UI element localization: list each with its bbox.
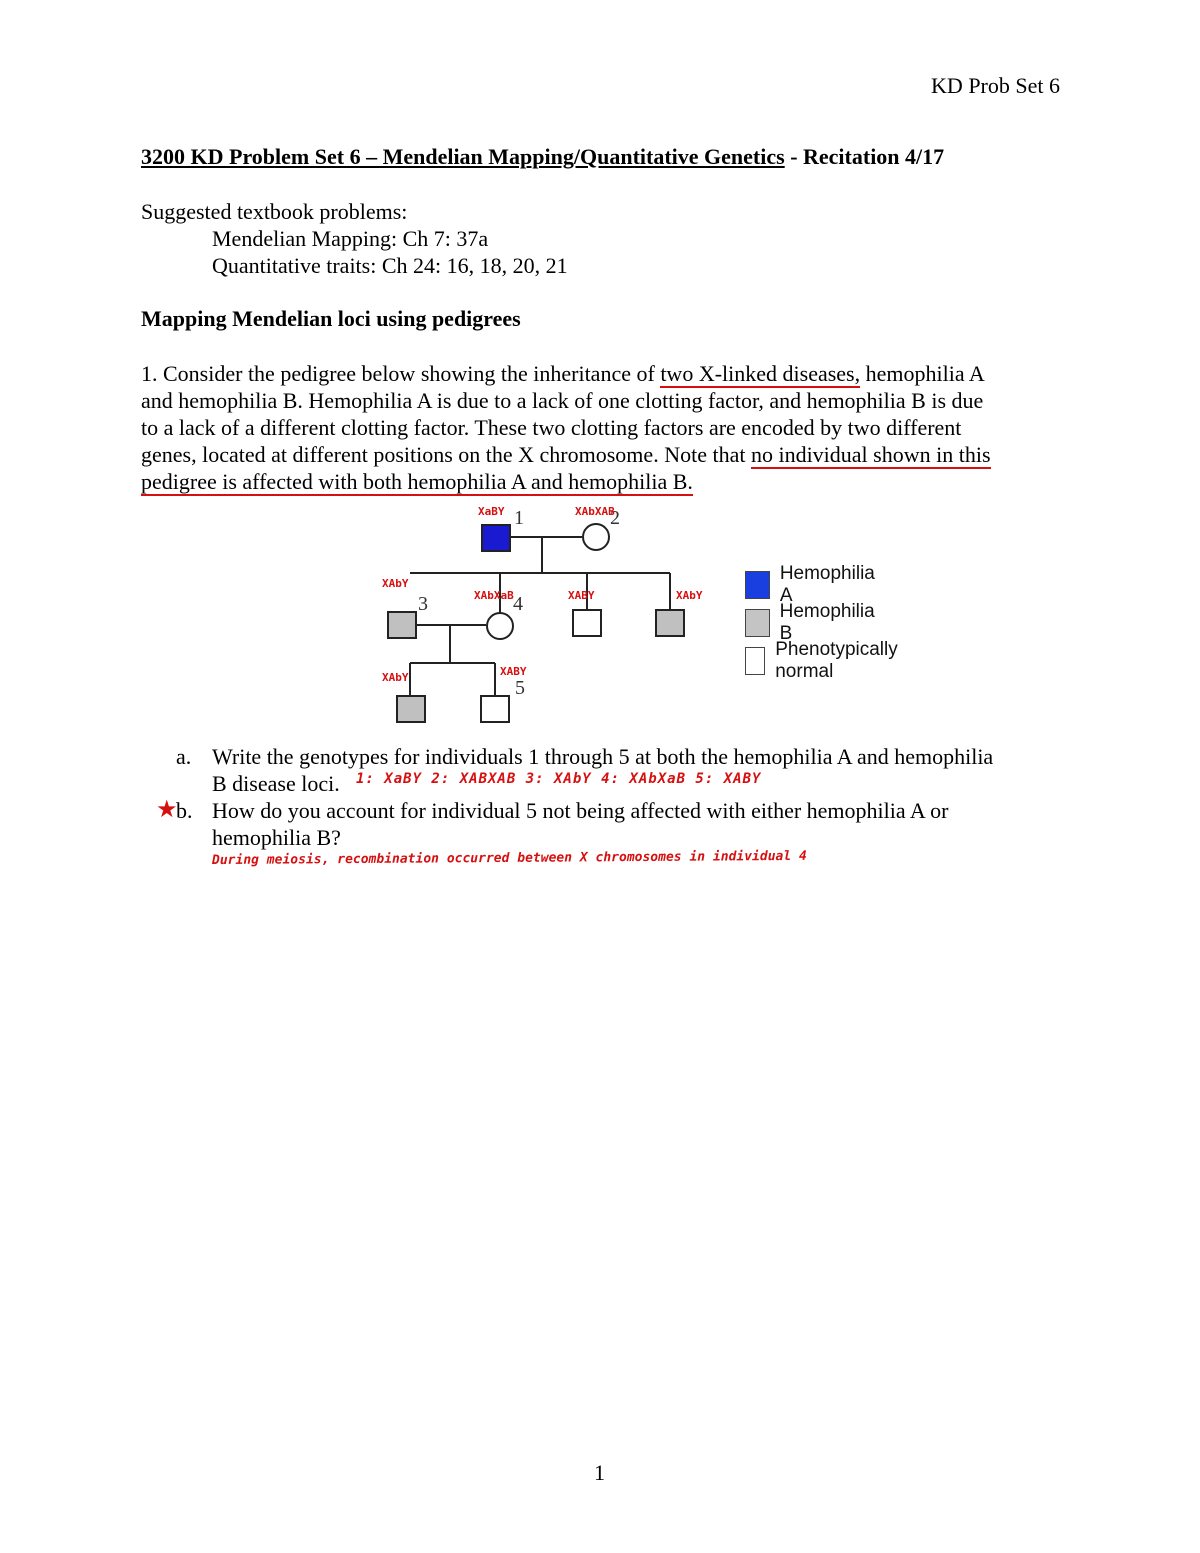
- anno-sib-b: XAbY: [676, 589, 703, 602]
- label-1: 1: [514, 507, 524, 529]
- part-a-question-line2: B disease loci.: [212, 771, 340, 796]
- individual-4-circle: [487, 613, 513, 639]
- pedigree-chart: [370, 495, 730, 735]
- sibling-normal-square: [573, 610, 601, 636]
- q1-line-2: and hemophilia B. Hemophilia A is due to a lack of one clotting factor, and hemophilia B is due: [141, 388, 984, 413]
- label-2: 2: [610, 507, 620, 529]
- part-a-question-line1: Write the genotypes for individuals 1 through 5 at both the hemophilia A and hemophilia: [212, 744, 994, 769]
- anno-1: XaBY: [478, 505, 505, 518]
- child-hemb-square: [397, 696, 425, 722]
- part-b-handwritten-answer: During meiosis, recombination occurred between X chromosomes in individual 4: [211, 848, 807, 868]
- anno-child-b: XABY: [500, 665, 527, 678]
- q1-underlined-x-linked: two X-linked diseases,: [660, 361, 861, 386]
- question-1-paragraph: [141, 360, 1061, 495]
- part-a-handwritten-answer: 1: XaBY 2: XABXAB 3: XAbY 4: XAbXaB 5: XABY: [356, 771, 762, 787]
- individual-1-square: [482, 525, 510, 551]
- legend-label-a: Hemophilia A: [779, 563, 875, 606]
- part-b-question-line1: How do you account for individual 5 not being affected with either hemophilia A or: [212, 798, 949, 823]
- legend-label-normal: Phenotypically normal: [775, 639, 898, 682]
- title-main: 3200 KD Problem Set 6 – Mendelian Mapping/Quantitative Genetics: [141, 144, 785, 169]
- part-b-question-line2: hemophilia B?: [212, 825, 341, 850]
- q1-line-1: [141, 360, 1061, 387]
- page-number: 1: [594, 1460, 605, 1485]
- q1-line-4a: genes, located at different positions on the X chromosome. Note that: [141, 442, 751, 467]
- document-title: [141, 144, 944, 170]
- q1-line-1b: hemophilia A: [860, 361, 985, 386]
- q1-underlined-no-individual: no individual shown in this: [750, 442, 991, 467]
- anno-sib-a: XABY: [568, 589, 595, 602]
- individual-5-square: [481, 696, 509, 722]
- q1-underlined-pedigree: pedigree is affected with both hemophilia A and hemophilia B.: [141, 469, 693, 494]
- label-5: 5: [515, 677, 525, 699]
- q1-line-4: [141, 441, 1061, 468]
- anno-4: XAbXaB: [474, 589, 514, 602]
- individual-2-circle: [583, 524, 609, 550]
- anno-3: XAbY: [382, 577, 409, 590]
- suggested-quantitative: Quantitative traits: Ch 24: 16, 18, 20, 21: [212, 253, 568, 278]
- legend-swatch-gray: [745, 609, 770, 637]
- sibling-hemb-square: [656, 610, 684, 636]
- q1-line-5: [141, 468, 1061, 495]
- part-a-letter: a.: [176, 744, 192, 769]
- q1-line-3: to a lack of a different clotting factor. These two clotting factors are encoded by two different: [141, 415, 962, 440]
- star-icon: ★: [156, 797, 178, 823]
- legend-normal: [745, 639, 906, 683]
- label-3: 3: [418, 593, 428, 615]
- legend-swatch-white: [745, 647, 765, 675]
- label-4: 4: [513, 593, 523, 615]
- individual-3-square: [388, 612, 416, 638]
- suggested-heading: Suggested textbook problems:: [141, 199, 408, 224]
- suggested-mendelian: Mendelian Mapping: Ch 7: 37a: [212, 226, 489, 251]
- part-b-letter: b.: [176, 798, 193, 823]
- legend-swatch-blue: [745, 571, 770, 599]
- q1-line-1a: 1. Consider the pedigree below showing the inheritance of: [141, 361, 661, 386]
- section-heading: Mapping Mendelian loci using pedigrees: [141, 306, 521, 331]
- anno-2: XAbXAB: [575, 505, 615, 518]
- running-header: KD Prob Set 6: [931, 73, 1060, 98]
- title-recitation: - Recitation 4/17: [784, 144, 945, 169]
- anno-child-a: XAbY: [382, 671, 409, 684]
- legend-label-b: Hemophilia B: [779, 601, 875, 644]
